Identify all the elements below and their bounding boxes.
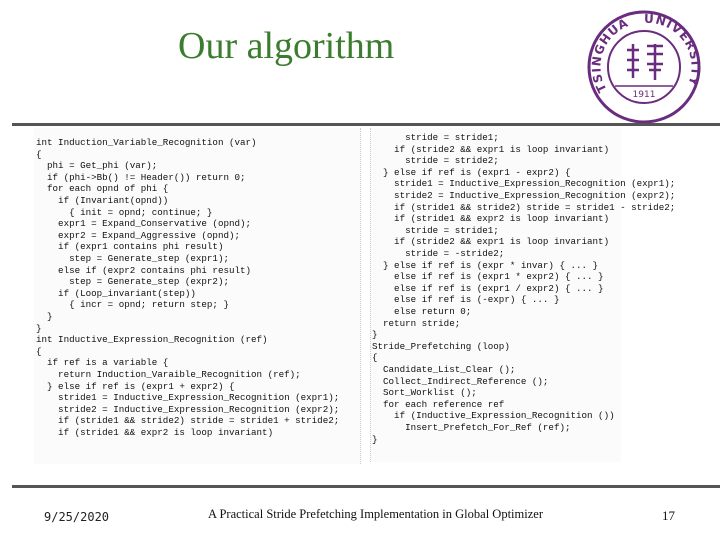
code-line: if ref is a variable { — [36, 357, 169, 369]
code-line: else if ref is (expr1 / expr2) { ... } — [372, 282, 604, 294]
code-line: } — [36, 322, 42, 334]
seal-text-right: UNIVERSITY — [643, 11, 703, 89]
page-number: 17 — [662, 508, 675, 523]
code-line: } — [372, 433, 378, 445]
code-line: } — [36, 311, 53, 322]
footer-divider — [12, 485, 720, 488]
code-line: int Inductive_Expression_Recognition (ref) — [36, 334, 268, 346]
code-line: { — [36, 148, 42, 160]
code-line: Collect_Indirect_Reference (); — [372, 375, 549, 387]
code-line: if (stride1 && expr2 is loop invariant) — [372, 213, 610, 225]
footer-date: 9/25/2020 — [44, 510, 110, 524]
code-line: else if ref is (expr1 * expr2) { ... } — [372, 271, 604, 283]
code-line: int Induction_Variable_Recognition (var) — [36, 137, 257, 148]
code-line: expr1 = Expand_Conservative (opnd); — [36, 218, 252, 230]
code-line: for each opnd of phi { — [36, 183, 169, 195]
footer-title: A Practical Stride Prefetching Implementation in Global Optimizer — [208, 507, 543, 521]
code-line: stride = stride1; — [372, 132, 499, 143]
code-line: stride2 = Inductive_Expression_Recognition (expr2); — [372, 190, 676, 201]
code-line: Stride_Prefetching (loop) — [372, 340, 510, 352]
code-line: if (stride1 && stride2) stride = stride1 - stride2; — [372, 201, 676, 213]
code-line: return stride; — [372, 317, 461, 329]
code-line: stride = stride2; — [372, 155, 499, 167]
code-line: Candidate_List_Clear (); — [372, 364, 516, 375]
code-line: for each reference ref — [372, 398, 505, 410]
code-line: Insert_Prefetch_For_Ref (ref); — [372, 422, 571, 433]
code-line: } — [372, 329, 378, 341]
code-line: Sort_Worklist (); — [372, 387, 477, 399]
code-line: if (stride1 && expr2 is loop invariant) — [36, 427, 274, 438]
seal-text-left: TSINGHUA — [589, 15, 631, 95]
university-seal-logo — [585, 8, 703, 126]
code-line: stride1 = Inductive_Expression_Recognition (expr1); — [372, 178, 676, 190]
code-line: { incr = opnd; return step; } — [36, 299, 229, 311]
code-line: } else if ref is (expr1 - expr2) { — [372, 166, 571, 178]
code-line: { — [36, 345, 42, 357]
seal-year: 1911 — [632, 90, 656, 100]
code-line: { — [372, 352, 378, 364]
code-line: if (stride2 && expr1 is loop invariant) — [372, 143, 610, 155]
code-line: if (stride1 && stride2) stride = stride1 + stride2; — [36, 415, 340, 427]
code-line: stride1 = Inductive_Expression_Recognition (expr1); — [36, 392, 340, 404]
code-line: { init = opnd; continue; } — [36, 206, 213, 218]
code-line: else if (expr2 contains phi result) — [36, 264, 252, 276]
code-line: if (Loop_invariant(step)) — [36, 287, 196, 299]
code-line: step = Generate_step (expr2); — [36, 276, 229, 288]
code-line: phi = Get_phi (var); — [36, 160, 158, 172]
code-line: if (expr1 contains phi result) — [36, 241, 224, 253]
code-line: } else if ref is (expr * invar) { ... } — [372, 259, 599, 271]
code-line: else return 0; — [372, 306, 472, 317]
code-line: return Induction_Varaible_Recognition (ref); — [36, 369, 301, 380]
slide-title: Our algorithm — [178, 25, 395, 67]
seal-graphic — [585, 8, 703, 126]
code-line: if (stride2 && expr1 is loop invariant) — [372, 236, 610, 248]
code-line: stride = stride1; — [372, 224, 499, 236]
code-line: if (Invariant(opnd)) — [36, 195, 169, 206]
code-line: stride = -stride2; — [372, 248, 505, 259]
code-line: if (phi->Bb() != Header()) return 0; — [36, 171, 246, 183]
code-line: else if ref is (-expr) { ... } — [372, 294, 560, 306]
code-line: } else if ref is (expr1 + expr2) { — [36, 380, 235, 392]
code-line: step = Generate_step (expr1); — [36, 253, 229, 264]
code-line: expr2 = Expand_Aggressive (opnd); — [36, 229, 240, 241]
code-line: stride2 = Inductive_Expression_Recognition (expr2); — [36, 403, 340, 415]
svg-text:UNIVERSITY — [644, 12, 703, 89]
code-line: if (Inductive_Expression_Recognition ()) — [372, 410, 615, 422]
header-divider — [12, 123, 720, 126]
